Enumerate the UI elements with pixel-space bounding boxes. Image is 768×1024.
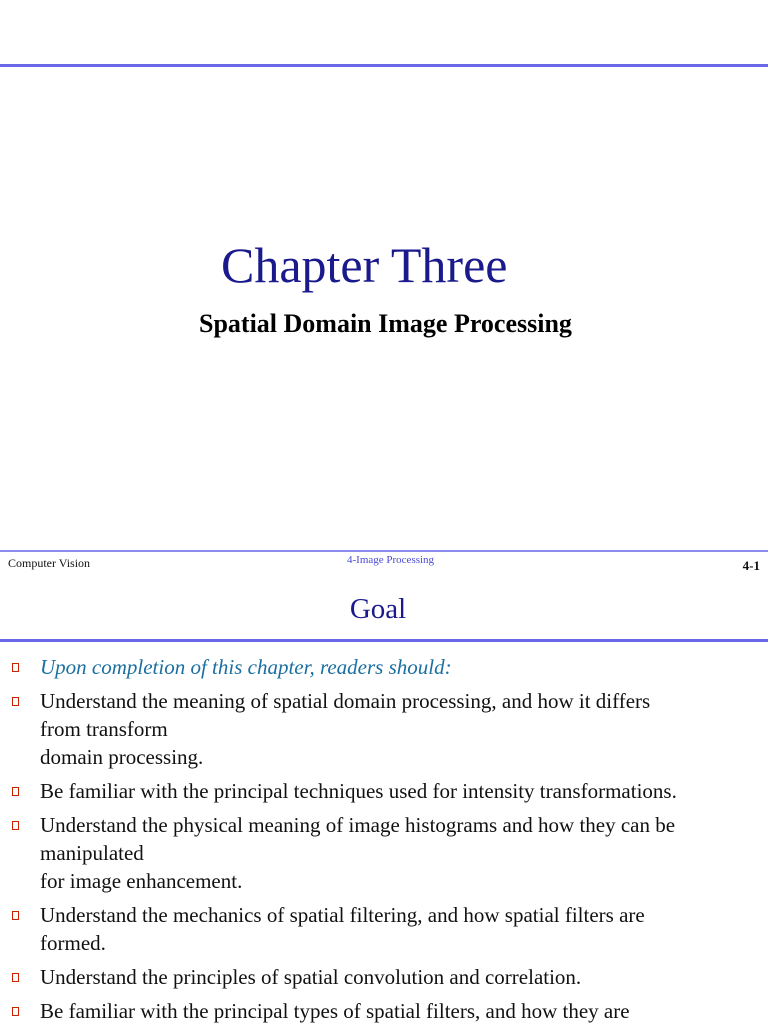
goal-heading: Goal (349, 593, 407, 625)
bullet-text: from transform (40, 717, 168, 741)
square-bullet-icon (12, 663, 19, 672)
square-bullet-icon (12, 911, 19, 920)
square-bullet-icon (12, 697, 19, 706)
square-bullet-icon (12, 787, 19, 796)
list-item (0, 901, 768, 957)
goal-bullet-list (0, 653, 768, 1024)
square-bullet-icon (12, 821, 19, 830)
bullet-text: domain processing. (40, 745, 204, 769)
list-item (0, 811, 768, 895)
list-item (0, 687, 768, 771)
list-item (0, 653, 768, 681)
chapter-subtitle: Spatial Domain Image Processing (199, 309, 572, 338)
top-divider (0, 64, 768, 67)
bullet-text: Understand the physical meaning of image histograms and how they can be (40, 813, 676, 837)
bullet-text: Upon completion of this chapter, readers should: (40, 655, 452, 679)
list-item (0, 963, 768, 991)
list-item (0, 777, 768, 805)
bullet-text: Understand the principles of spatial convolution and correlation. (40, 965, 582, 989)
goal-divider (0, 639, 768, 642)
footer-page-number: 4-1 (742, 558, 760, 573)
list-item (0, 997, 768, 1024)
square-bullet-icon (12, 1007, 19, 1016)
square-bullet-icon (12, 973, 19, 982)
footer-divider (0, 550, 768, 552)
footer-chapter: 4-Image Processing (347, 554, 435, 566)
bullet-text: manipulated (40, 841, 144, 865)
bullet-text: Be familiar with the principal techniques used for intensity transformations. (40, 779, 677, 803)
bullet-text: for image enhancement. (40, 869, 243, 893)
bullet-text: Understand the mechanics of spatial filtering, and how spatial filters are (40, 903, 645, 927)
chapter-title: Chapter Three (221, 237, 508, 293)
bullet-text: formed. (40, 931, 106, 955)
bullet-text: Understand the meaning of spatial domain processing, and how it differs (40, 689, 651, 713)
bullet-text: Be familiar with the principal types of spatial filters, and how they are (40, 999, 630, 1023)
footer-course: Computer Vision (8, 556, 91, 570)
